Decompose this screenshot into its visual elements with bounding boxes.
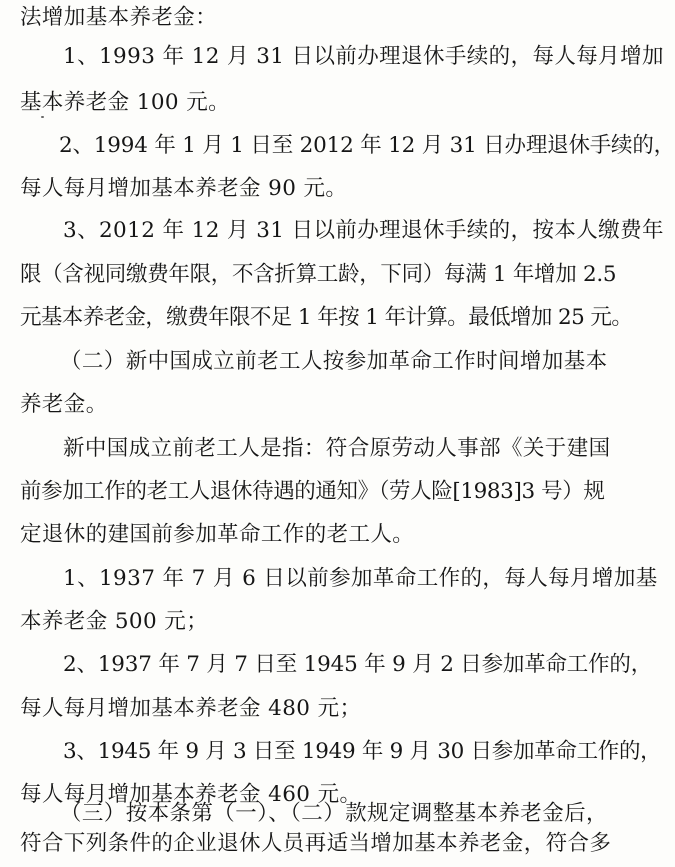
text-line: 新中国成立前老工人是指：符合原劳动人事部《关于建国 bbox=[63, 436, 611, 461]
text-line: 养老金。 bbox=[20, 392, 108, 417]
text-line: 每人每月增加基本养老金 90 元。 bbox=[20, 176, 348, 201]
text-line: 每人每月增加基本养老金 480 元； bbox=[20, 696, 362, 721]
scan-speck bbox=[41, 116, 44, 118]
text-line: 元基本养老金，缴费年限不足 1 年按 1 年计算。最低增加 25 元。 bbox=[20, 305, 633, 330]
section-heading: （三）按本条第（一）、（二）款规定调整基本养老金后， bbox=[60, 801, 608, 826]
text-line: 符合下列条件的企业退休人员再适当增加基本养老金，符合多 bbox=[20, 831, 612, 856]
text-line: 1、1937 年 7 月 6 日以前参加革命工作的，每人每月增加基 bbox=[63, 566, 658, 591]
text-line: 定退休的建国前参加革命工作的老工人。 bbox=[20, 522, 415, 547]
text-line: 前参加工作的老工人退休待遇的通知》（劳人险[1983]3 号）规 bbox=[20, 479, 605, 504]
text-line: 3、2012 年 12 月 31 日以前办理退休手续的，按本人缴费年 bbox=[63, 218, 664, 243]
text-line: 每人每月增加基本养老金 460 元。 bbox=[20, 782, 362, 807]
section-heading: （二）新中国成立前老工人按参加革命工作时间增加基本 bbox=[60, 349, 608, 374]
text-line: 基本养老金 100 元。 bbox=[20, 90, 231, 115]
text-line: 本养老金 500 元； bbox=[20, 609, 209, 634]
text-line: 1、1993 年 12 月 31 日以前办理退休手续的，每人每月增加 bbox=[63, 44, 664, 69]
text-line: 限（含视同缴费年限，不含折算工龄，下同）每满 1 年增加 2.5 bbox=[20, 262, 617, 287]
text-line: 2、1994 年 1 月 1 日至 2012 年 12 月 31 日办理退休手续的， bbox=[59, 133, 675, 158]
text-line: 3、1945 年 9 月 3 日至 1949 年 9 月 30 日参加革命工作的， bbox=[63, 739, 662, 764]
text-line: 法增加基本养老金： bbox=[20, 5, 218, 30]
text-line: 2、1937 年 7 月 7 日至 1945 年 9 月 2 日参加革命工作的， bbox=[63, 652, 653, 677]
